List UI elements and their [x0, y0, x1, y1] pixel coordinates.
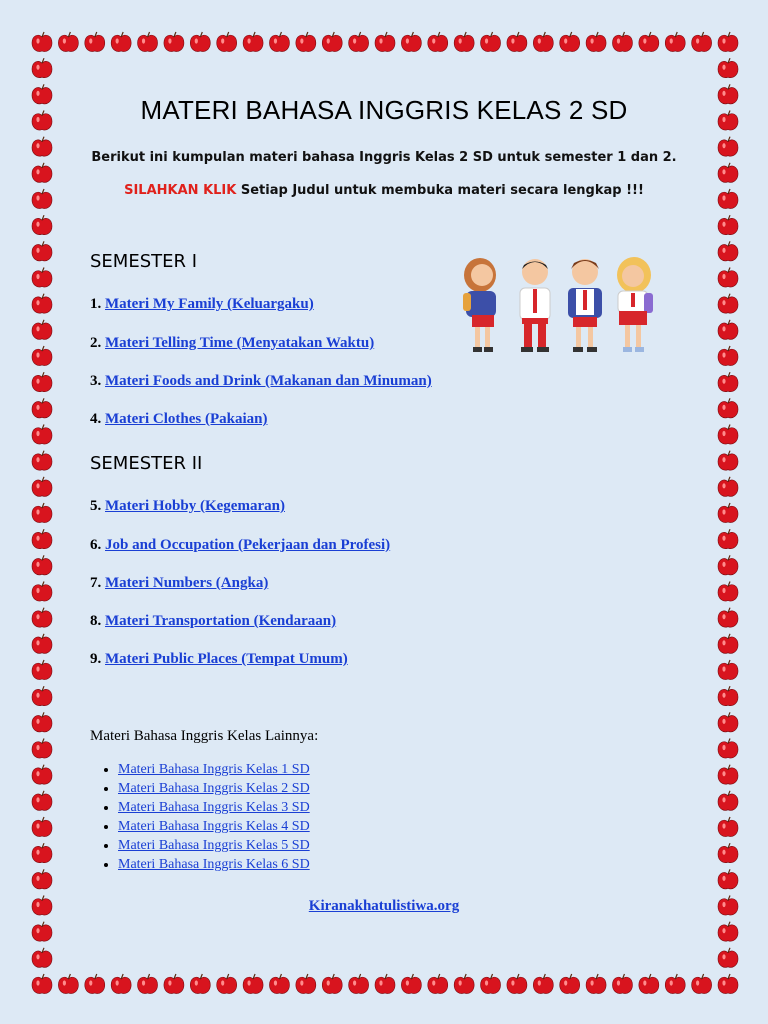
girl-student-figure	[463, 258, 496, 352]
apple-icon	[164, 32, 184, 52]
apple-icon	[401, 32, 421, 52]
apple-icon	[58, 974, 78, 994]
apple-icon	[718, 660, 738, 680]
list-item	[118, 760, 310, 779]
list-item	[90, 335, 374, 352]
click-instruction	[0, 183, 768, 198]
link-kelas-1[interactable]: Materi Bahasa Inggris Kelas 1 SD	[118, 762, 310, 777]
apple-icon	[32, 922, 52, 942]
website-link[interactable]: Kiranakhatulistiwa.org	[308, 898, 460, 914]
list-item	[118, 798, 310, 817]
apple-icon	[718, 869, 738, 889]
apple-icon	[32, 791, 52, 811]
apple-icon	[32, 398, 52, 418]
apple-icon	[32, 215, 52, 235]
apple-icon	[375, 32, 395, 52]
semester-1-heading: SEMESTER I	[90, 251, 198, 272]
apple-icon	[296, 32, 316, 52]
apple-icon	[428, 32, 448, 52]
apple-icon	[401, 974, 421, 994]
boy-student-figure	[568, 259, 602, 352]
link-transportation[interactable]: Materi Transportation (Kendaraan)	[105, 613, 337, 629]
apple-icon	[454, 974, 474, 994]
girl-student-figure	[617, 257, 653, 352]
school-children-illustration	[458, 255, 663, 357]
apple-icon	[533, 32, 553, 52]
apple-icon	[32, 58, 52, 78]
apple-icon	[481, 32, 501, 52]
apple-icon	[718, 739, 738, 759]
apple-icon	[85, 974, 105, 994]
apple-icon	[190, 32, 210, 52]
list-item	[118, 836, 310, 855]
apple-icon	[32, 425, 52, 445]
boy-student-figure	[520, 259, 550, 352]
apple-icon	[718, 398, 738, 418]
link-foods-drink[interactable]: Materi Foods and Drink (Makanan dan Minuman)	[105, 373, 432, 389]
apple-icon	[507, 974, 527, 994]
apple-icon	[138, 32, 158, 52]
apple-icon	[32, 320, 52, 340]
apple-icon	[481, 974, 501, 994]
list-item	[90, 373, 432, 390]
item-number: 7.	[90, 575, 105, 591]
item-number: 4.	[90, 411, 105, 427]
list-item	[118, 779, 310, 798]
apple-icon	[296, 974, 316, 994]
apple-icon	[138, 974, 158, 994]
apple-icon	[612, 974, 632, 994]
apple-icon	[32, 948, 52, 968]
apple-icon	[586, 32, 606, 52]
apple-icon	[32, 372, 52, 392]
item-number: 6.	[90, 537, 105, 553]
apple-icon	[718, 346, 738, 366]
apple-icon	[639, 974, 659, 994]
apple-icon	[190, 974, 210, 994]
apple-icon	[560, 974, 580, 994]
apple-icon	[111, 32, 131, 52]
link-kelas-6[interactable]: Materi Bahasa Inggris Kelas 6 SD	[118, 857, 310, 872]
apple-icon	[32, 477, 52, 497]
apple-icon	[32, 686, 52, 706]
apple-icon	[32, 739, 52, 759]
apple-icon	[269, 974, 289, 994]
apple-icon	[32, 163, 52, 183]
apple-icon	[243, 32, 263, 52]
apple-icon	[32, 634, 52, 654]
apple-icon	[718, 974, 738, 994]
apple-icon	[586, 974, 606, 994]
link-job-occupation[interactable]: Job and Occupation (Pekerjaan dan Profesi)	[105, 537, 391, 553]
list-item	[90, 411, 267, 428]
list-item	[90, 613, 336, 630]
link-kelas-5[interactable]: Materi Bahasa Inggris Kelas 5 SD	[118, 838, 310, 853]
item-number: 1.	[90, 296, 105, 312]
list-item	[118, 855, 310, 874]
apple-icon	[164, 974, 184, 994]
apple-icon	[349, 32, 369, 52]
apple-icon	[612, 32, 632, 52]
apple-icon	[32, 608, 52, 628]
apple-icon	[718, 372, 738, 392]
item-number: 8.	[90, 613, 105, 629]
list-item	[90, 296, 314, 313]
apple-icon	[269, 32, 289, 52]
link-kelas-2[interactable]: Materi Bahasa Inggris Kelas 2 SD	[118, 781, 310, 796]
apple-icon	[32, 555, 52, 575]
list-item	[90, 537, 390, 554]
intro-text: Berikut ini kumpulan materi bahasa Inggris Kelas 2 SD untuk semester 1 dan 2.	[91, 150, 677, 165]
apple-icon	[85, 32, 105, 52]
apple-icon	[718, 320, 738, 340]
apple-icon	[217, 32, 237, 52]
apple-icon	[507, 32, 527, 52]
apple-icon	[718, 765, 738, 785]
item-number: 9.	[90, 651, 105, 667]
item-number: 2.	[90, 335, 105, 351]
click-highlight: SILAHKAN KLIK	[124, 183, 237, 198]
link-clothes[interactable]: Materi Clothes (Pakaian)	[105, 411, 268, 427]
apple-icon	[32, 268, 52, 288]
list-item	[118, 817, 310, 836]
link-kelas-3[interactable]: Materi Bahasa Inggris Kelas 3 SD	[118, 800, 310, 815]
apple-icon	[718, 477, 738, 497]
apple-icon	[349, 974, 369, 994]
apple-icon	[718, 686, 738, 706]
apple-icon	[718, 582, 738, 602]
link-numbers[interactable]: Materi Numbers (Angka)	[105, 575, 269, 591]
apple-icon	[718, 843, 738, 863]
apple-icon	[718, 163, 738, 183]
apple-icon	[718, 425, 738, 445]
apple-icon	[32, 32, 52, 52]
apple-icon	[560, 32, 580, 52]
apple-icon	[718, 817, 738, 837]
apple-icon	[718, 241, 738, 261]
list-item	[90, 575, 268, 592]
link-kelas-4[interactable]: Materi Bahasa Inggris Kelas 4 SD	[118, 819, 310, 834]
click-instruction-rest: Setiap Judul untuk membuka materi secara lengkap !!!	[236, 183, 644, 198]
apple-icon	[32, 974, 52, 994]
apple-icon	[454, 32, 474, 52]
apple-icon	[718, 712, 738, 732]
apple-icon	[428, 974, 448, 994]
apple-icon	[718, 58, 738, 78]
apple-icon	[217, 974, 237, 994]
apple-icon	[32, 529, 52, 549]
page-title: MATERI BAHASA INGGRIS KELAS 2 SD	[140, 95, 628, 125]
apple-icon	[718, 503, 738, 523]
apple-icon	[32, 346, 52, 366]
apple-icon	[32, 660, 52, 680]
apple-icon	[32, 241, 52, 261]
apple-icon	[322, 974, 342, 994]
apple-icon	[718, 294, 738, 314]
apple-icon	[32, 582, 52, 602]
link-my-family[interactable]: Materi My Family (Keluargaku)	[105, 296, 314, 312]
apple-icon	[718, 555, 738, 575]
apple-icon	[718, 608, 738, 628]
apple-icon	[111, 974, 131, 994]
apple-icon	[718, 32, 738, 52]
apple-icon	[533, 974, 553, 994]
list-item	[90, 651, 348, 668]
apple-icon	[718, 215, 738, 235]
apple-icon	[375, 974, 395, 994]
semester-2-heading: SEMESTER II	[90, 453, 203, 474]
apple-icon	[692, 32, 712, 52]
apple-icon	[665, 974, 685, 994]
apple-icon	[692, 974, 712, 994]
apple-icon	[665, 32, 685, 52]
apple-icon	[718, 529, 738, 549]
link-telling-time[interactable]: Materi Telling Time (Menyatakan Waktu)	[105, 335, 375, 351]
list-item	[90, 498, 285, 515]
other-classes-heading: Materi Bahasa Inggris Kelas Lainnya:	[90, 728, 319, 744]
apple-icon	[718, 791, 738, 811]
apple-icon	[322, 32, 342, 52]
apple-icon	[32, 817, 52, 837]
apple-icon	[718, 948, 738, 968]
website-footer	[0, 898, 768, 915]
apple-icon	[32, 503, 52, 523]
apple-icon	[32, 712, 52, 732]
apple-icon	[32, 451, 52, 471]
other-classes-list	[88, 760, 310, 874]
apple-icon	[718, 922, 738, 942]
link-hobby[interactable]: Materi Hobby (Kegemaran)	[105, 498, 285, 514]
apple-icon	[718, 634, 738, 654]
apple-icon	[32, 765, 52, 785]
apple-icon	[639, 32, 659, 52]
item-number: 5.	[90, 498, 105, 514]
apple-icon	[718, 451, 738, 471]
apple-icon	[32, 294, 52, 314]
link-public-places[interactable]: Materi Public Places (Tempat Umum)	[105, 651, 348, 667]
apple-icon	[32, 869, 52, 889]
apple-icon	[32, 843, 52, 863]
apple-icon	[58, 32, 78, 52]
item-number: 3.	[90, 373, 105, 389]
apple-icon	[243, 974, 263, 994]
apple-icon	[718, 268, 738, 288]
